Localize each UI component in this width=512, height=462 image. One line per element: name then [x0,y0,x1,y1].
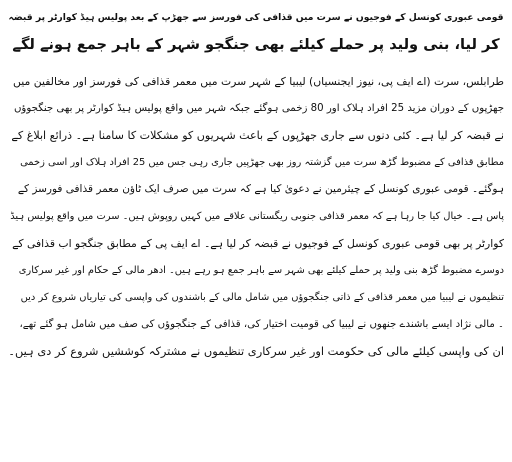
body-line: ۔ مالی نژاد ایسے باشندے جنھوں نے لیبیا کی قومیت اختیار کی، قذافی کے جنگجوؤں کی صف میں شامل ہو گئے تھے، [19,319,504,330]
body-line: ہوگئے۔ قومی عبوری کونسل کے چیئرمین نے دعویٰ کیا ہے کہ سرت میں صرف ایک ٹاؤن معمر قذافی فورسز کے [17,183,504,195]
body-line: تنظیموں نے لیبیا میں معمر قذافی کے ذاتی جنگجوؤں میں شامل مالی کے باشندوں کی واپسی کی تیاریاں شروع کر دیں [20,292,504,303]
body-line: ان کی واپسی کیلئے مالی کی حکومت اور غیر سرکاری تنظیموں نے مشترکہ کوششیں شروع کر دی ہیں۔ [8,344,504,358]
body-line: مطابق قذافی کے مضبوط گڑھ سرت میں گزشتہ روز بھی جھڑپیں جاری رہی جس میں 25 افراد ہلاک اور اسی زخمی [20,157,504,168]
body-line: جھڑپوں کے دوران مزید 25 افراد ہلاک اور 80 زخمی ہوگئے جبکہ شہر میں واقع پولیس ہیڈ کوارٹر پر بھی جنگجوؤں [13,103,504,114]
article-body [8,68,504,365]
headline [8,4,504,58]
headline-line: کر لیا، بنی ولید پر حملے کیلئے بھی جنگجو شہر کے باہر جمع ہونے لگے [12,36,500,53]
body-line: پاس ہے۔ خیال کیا جا رہا ہے کہ معمر قذافی جنوبی ریگستانی علاقے میں کہیں روپوش ہیں۔ سرت میں واقع پولیس ہیڈ [10,211,504,222]
headline-line: قومی عبوری کونسل کے فوجیوں نے سرت میں قذافی کی فورسز سے جھڑپ کے بعد پولیس ہیڈ کوارٹر پر قبضہ [8,12,504,23]
body-line: طرابلس، سرت (اے ایف پی، نیوز ایجنسیاں) لیبیا کے شہر سرت میں معمر قذافی کی فورسز اور مخالفین میں [13,75,504,88]
body-line: نے قبضہ کر لیا ہے۔ کئی دنوں سے جاری جھڑپوں کے باعث شہریوں کو مشکلات کا سامنا ہے۔ ذرائع ابلاغ کے [11,129,504,142]
body-line: دوسرے مضبوط گڑھ بنی ولید پر حملے کیلئے بھی شہر سے باہر جمع ہو رہے ہیں۔ ادھر مالی کے حکام اور غیر سرکاری [18,265,504,276]
body-line: کوارٹر پر بھی قومی عبوری کونسل کے فوجیوں نے قبضہ کر لیا ہے۔ اے ایف پی کے مطابق جنگجو اب قذافی کے [12,237,504,250]
